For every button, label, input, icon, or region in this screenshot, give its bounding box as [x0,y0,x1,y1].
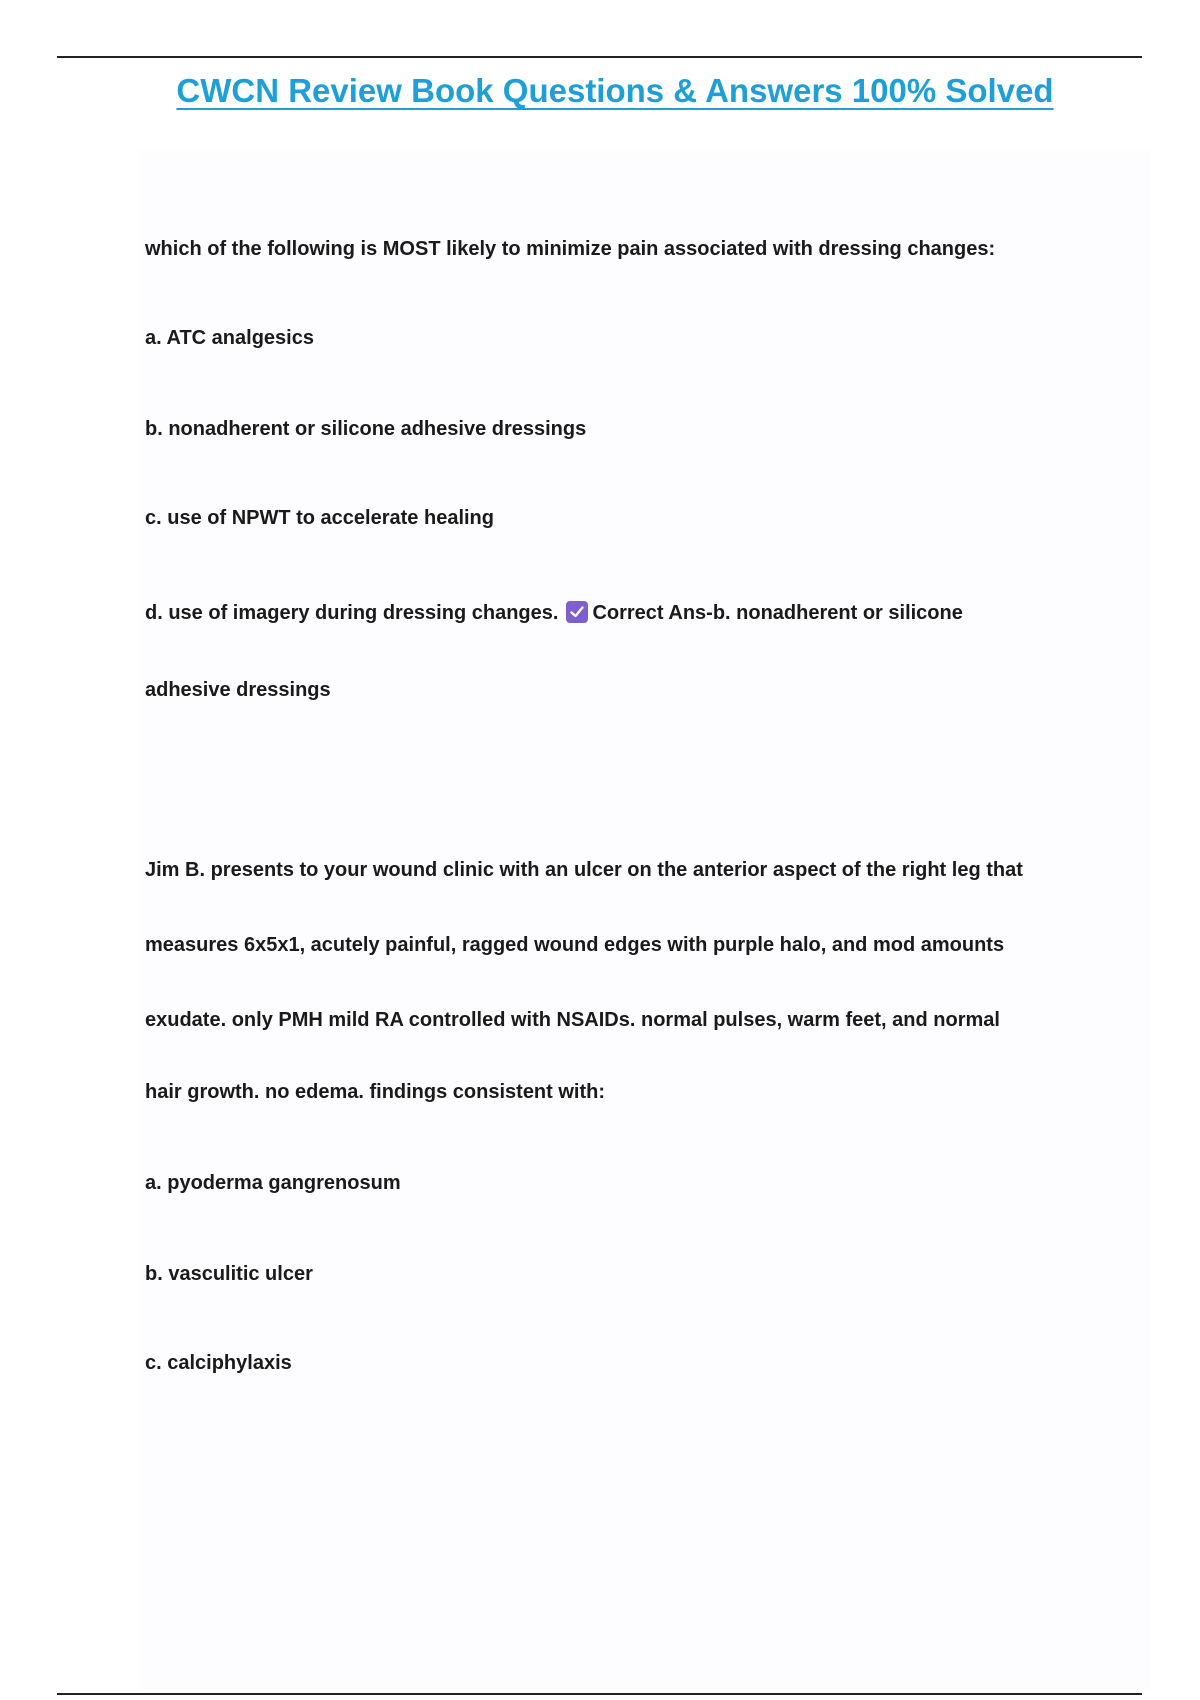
document-title-text: CWCN Review Book Questions & Answers 100% Solved [176,72,1054,109]
question-1-option-a: a. ATC analgesics [145,327,314,349]
question-2-prompt-line-1: Jim B. presents to your wound clinic with an ulcer on the anterior aspect of the right leg that [145,859,1023,881]
question-2-prompt-line-3: exudate. only PMH mild RA controlled with NSAIDs. normal pulses, warm feet, and normal [145,1009,1000,1031]
question-1-option-c: c. use of NPWT to accelerate healing [145,507,494,529]
question-2-option-a: a. pyoderma gangrenosum [145,1172,401,1194]
question-2-option-b: b. vasculitic ulcer [145,1263,313,1285]
checkbox-checked-icon [566,601,588,623]
question-1-option-b: b. nonadherent or silicone adhesive dressings [145,418,587,440]
question-1-option-d: d. use of imagery during dressing changes. [145,602,559,624]
question-2-prompt-line-2: measures 6x5x1, acutely painful, ragged wound edges with purple halo, and mod amounts [145,934,1005,956]
content-panel [140,150,1150,1690]
question-1-option-d-row [145,601,963,625]
footer-rule [57,1693,1142,1695]
question-1-answer: Correct Ans-b. nonadherent or silicone [592,602,963,624]
question-1-prompt: which of the following is MOST likely to minimize pain associated with dressing changes: [145,238,996,260]
question-2-option-c: c. calciphylaxis [145,1352,292,1374]
document-title [0,72,1200,110]
question-1-answer-continued: adhesive dressings [145,679,331,701]
header-rule [57,56,1142,58]
question-2-prompt-line-4: hair growth. no edema. findings consistent with: [145,1081,606,1103]
